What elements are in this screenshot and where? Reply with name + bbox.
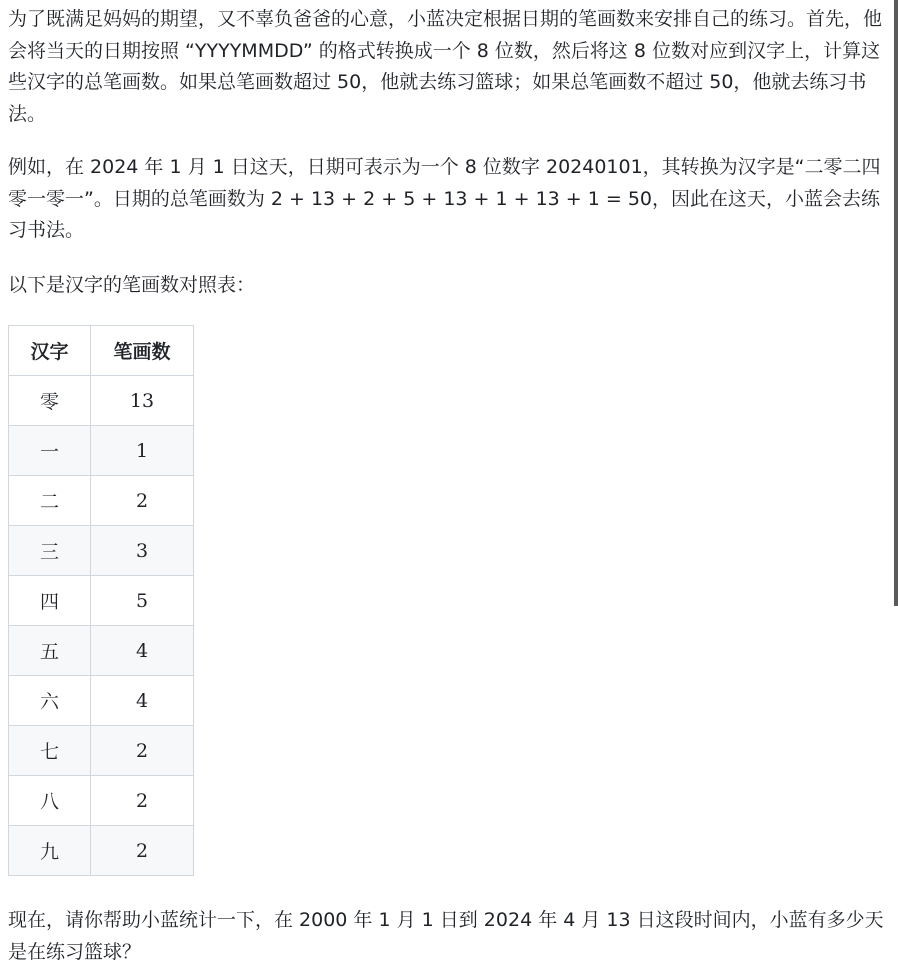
stroke-cell: 4 [91, 676, 194, 726]
character-cell: 四 [9, 576, 91, 626]
character-cell: 八 [9, 776, 91, 826]
stroke-cell: 2 [91, 776, 194, 826]
character-cell: 五 [9, 626, 91, 676]
character-cell: 零 [9, 376, 91, 426]
table-row [9, 526, 194, 576]
stroke-count-table [8, 325, 194, 876]
intro-paragraph: 为了既满足妈妈的期望，又不辜负爸爸的心意，小蓝决定根据日期的笔画数来安排自己的练习。首先，他会将当天的日期按照 “YYYYMMDD” 的格式转换成一个 8 位数，然后将这 8 位数对应到汉字上，计算这些汉字的总笔画数。如果总笔画数超过 50，他就去练习篮球；如果总笔画数不超过 50，他就去练习书法。 [8, 8, 883, 125]
stroke-cell: 3 [91, 526, 194, 576]
character-cell: 六 [9, 676, 91, 726]
table-header-row [9, 326, 194, 376]
character-cell: 一 [9, 426, 91, 476]
table-row [9, 776, 194, 826]
table-row [9, 576, 194, 626]
stroke-cell: 1 [91, 426, 194, 476]
table-row [9, 626, 194, 676]
table-row [9, 376, 194, 426]
table-row [9, 476, 194, 526]
example-paragraph: 例如，在 2024 年 1 月 1 日这天，日期可表示为一个 8 位数字 20240101，其转换为汉字是“二零二四零一零一”。日期的总笔画数为 2 + 13 + 2 + 5 + 13 + 1 + 13 + 1 = 50，因此在这天，小蓝会去练习书法。 [8, 156, 881, 241]
table-row [9, 726, 194, 776]
table-row [9, 676, 194, 726]
table-row [9, 826, 194, 876]
character-cell: 二 [9, 476, 91, 526]
character-cell: 三 [9, 526, 91, 576]
stroke-cell: 2 [91, 826, 194, 876]
header-character: 汉字 [9, 326, 91, 376]
stroke-cell: 2 [91, 726, 194, 776]
stroke-cell: 2 [91, 476, 194, 526]
stroke-cell: 5 [91, 576, 194, 626]
table-intro-paragraph: 以下是汉字的笔画数对照表： [8, 274, 256, 296]
table-row [9, 426, 194, 476]
header-strokes: 笔画数 [91, 326, 194, 376]
stroke-cell: 13 [91, 376, 194, 426]
character-cell: 九 [9, 826, 91, 876]
stroke-cell: 4 [91, 626, 194, 676]
character-cell: 七 [9, 726, 91, 776]
scrollbar-thumb[interactable] [894, 0, 898, 606]
question-paragraph: 现在，请你帮助小蓝统计一下，在 2000 年 1 月 1 日到 2024 年 4 月 13 日这段时间内，小蓝有多少天是在练习篮球？ [8, 909, 884, 963]
